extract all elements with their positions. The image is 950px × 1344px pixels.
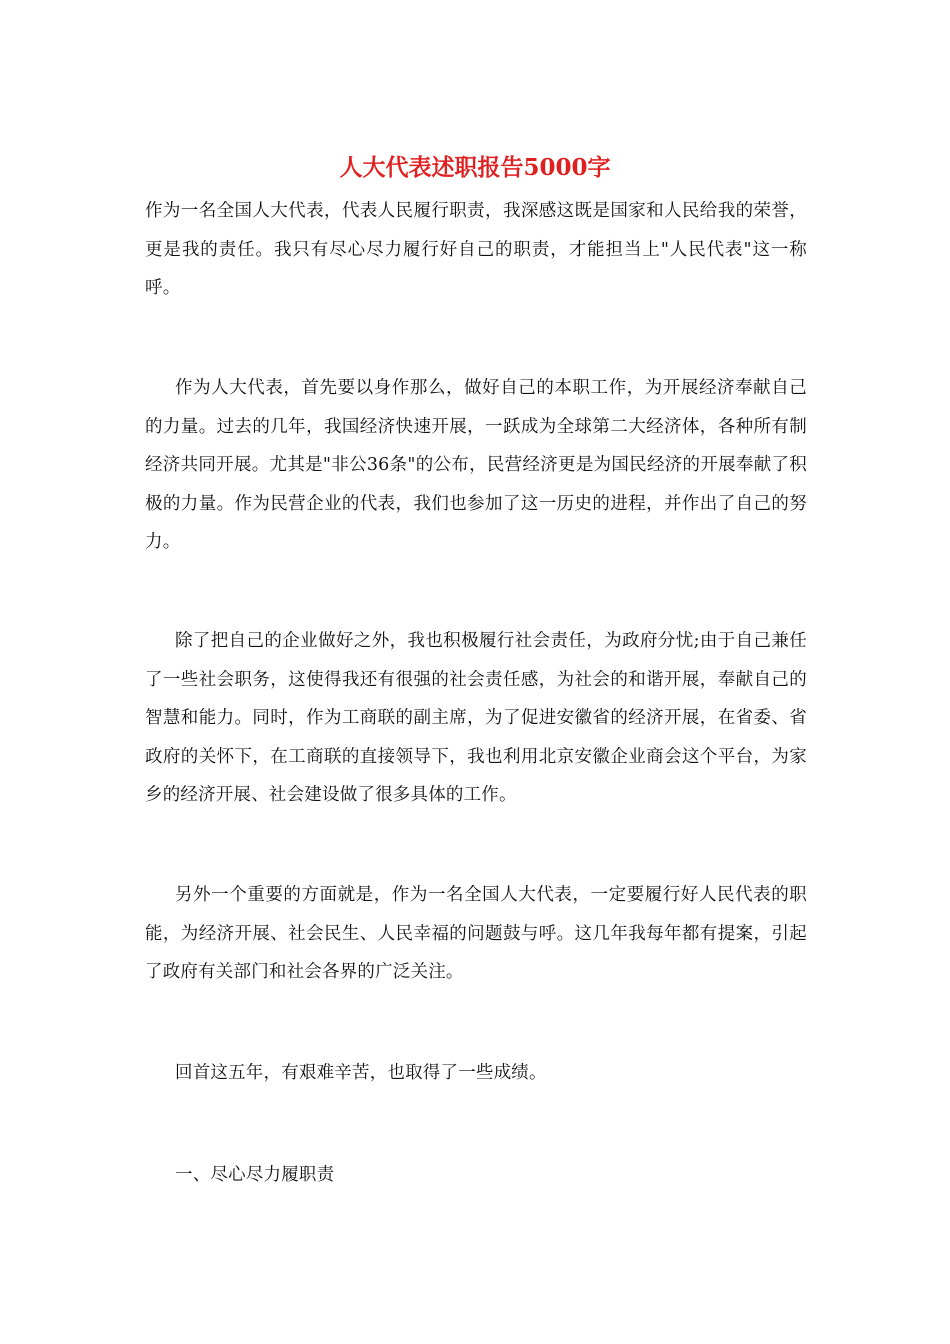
paragraph-intro: 作为一名全国人大代表，代表人民履行职责，我深感这既是国家和人民给我的荣誉，更是我的责任。我只有尽心尽力履行好自己的职责，才能担当上"人民代表"这一称呼。 — [145, 201, 807, 298]
section-heading-1: 一、尽心尽力履职责 — [175, 1165, 335, 1185]
paragraph-social-responsibility: 除了把自己的企业做好之外，我也积极履行社会责任，为政府分忧;由于自己兼任了一些社会职务，这使得我还有很强的社会责任感，为社会的和谐开展，奉献自己的智慧和能力。同时，作为工商联的副主席，为了促进安徽省的经济开展，在省委、省政府的关怀下，在工商联的直接领导下，我也利用北京安徽企业商会这个平台，为家乡的经济开展、社会建设做了很多具体的工作。 — [145, 631, 807, 805]
page-title: 人大代表述职报告5000字 — [339, 154, 611, 181]
paragraph-review: 回首这五年，有艰难辛苦，也取得了一些成绩。 — [175, 1063, 547, 1083]
paragraph-economy: 作为人大代表，首先要以身作那么，做好自己的本职工作，为开展经济奉献自己的力量。过去的几年，我国经济快速开展，一跃成为全球第二大经济体，各种所有制经济共同开展。尤其是"非公36条"的公布，民营经济更是为国民经济的开展奉献了积极的力量。作为民营企业的代表，我们也参加了这一历史的进程，并作出了自己的努力。 — [145, 378, 807, 552]
paragraph-proposals: 另外一个重要的方面就是，作为一名全国人大代表，一定要履行好人民代表的职能，为经济开展、社会民生、人民幸福的问题鼓与呼。这几年我每年都有提案，引起了政府有关部门和社会各界的广泛关注。 — [145, 885, 807, 982]
